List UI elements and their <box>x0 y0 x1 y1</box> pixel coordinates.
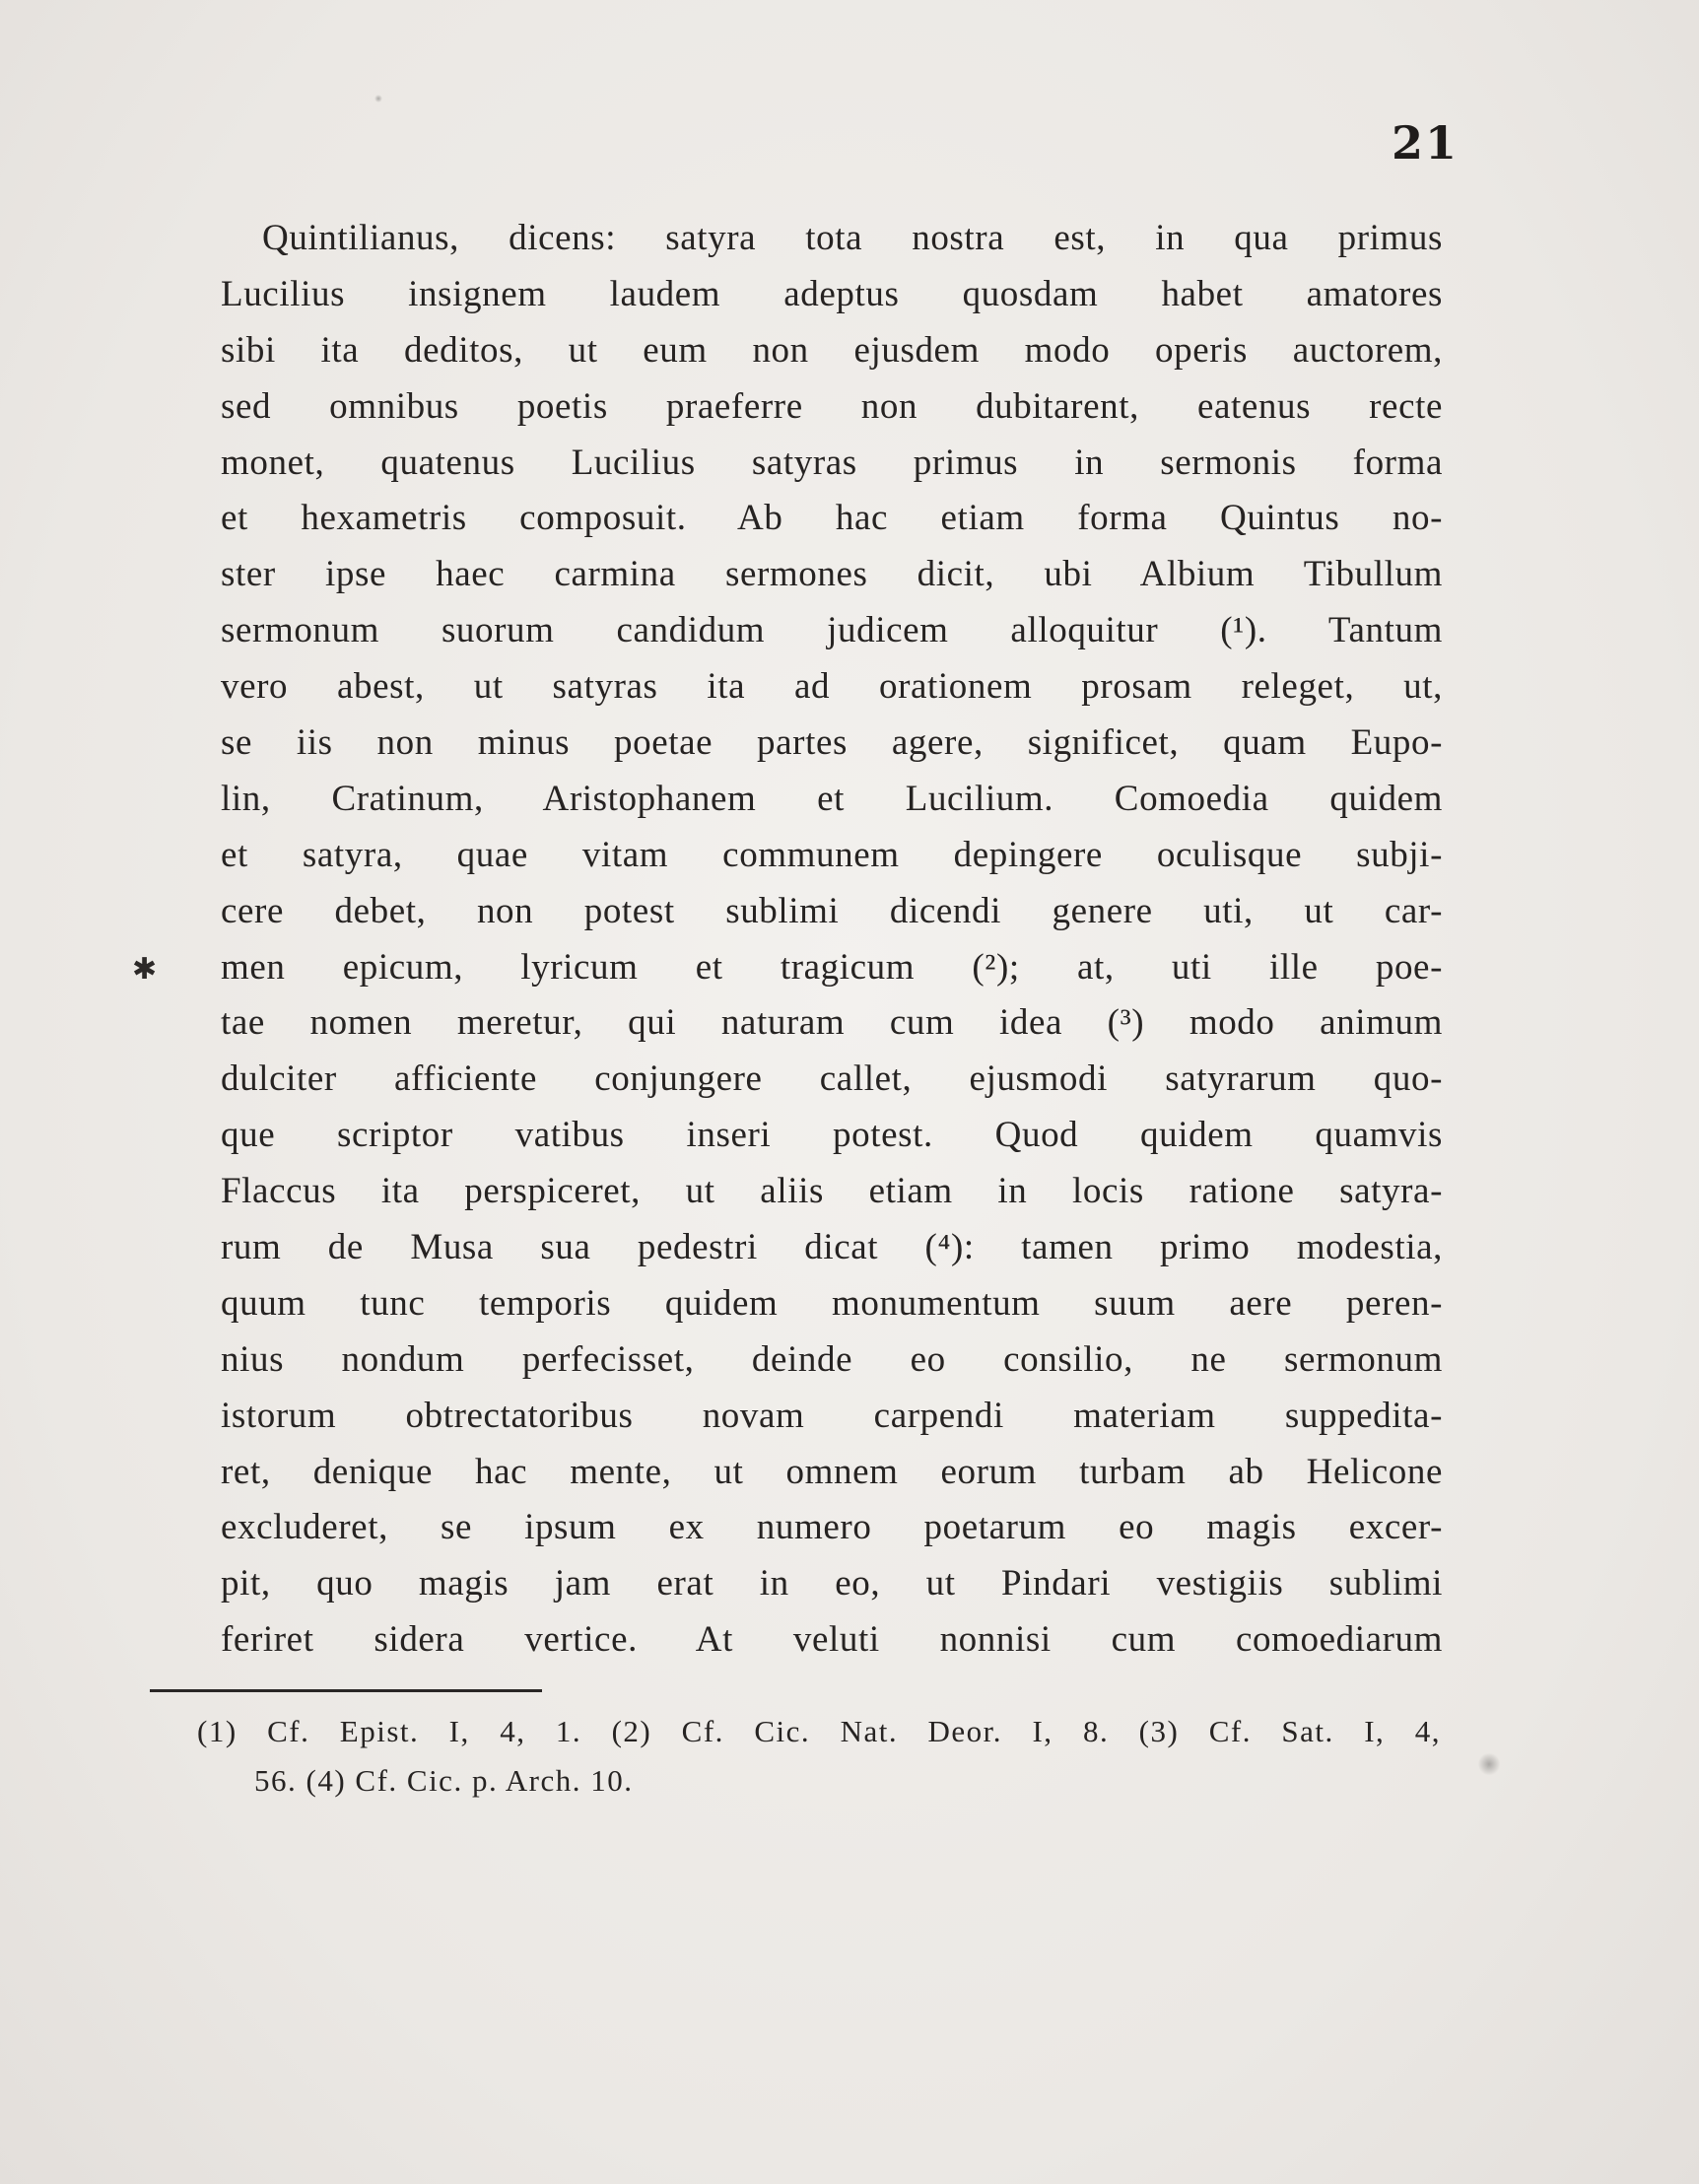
text-line: men epicum, lyricum et tragicum (²); at, uti ille poe- <box>221 946 1443 988</box>
text-line: que scriptor vatibus inseri potest. Quod quidem quamvis <box>221 1115 1443 1156</box>
text-line: ret, denique hac mente, ut omnem eorum turbam ab Helicone <box>221 1451 1443 1492</box>
text-line: lin, Cratinum, Aristophanem et Lucilium. Comoedia quidem <box>221 778 1443 819</box>
text-line: monet, quatenus Lucilius satyras primus in sermonis forma <box>221 442 1443 483</box>
text-line: sermonum suorum candidum judicem alloquitur (¹). Tantum <box>221 610 1443 651</box>
text-line: Quintilianus, dicens: satyra tota nostra est, in qua primus <box>262 218 1443 258</box>
text-line: et satyra, quae vitam communem depingere oculisque subji- <box>221 834 1443 875</box>
text-line: et hexametris composuit. Ab hac etiam forma Quintus no- <box>221 498 1443 539</box>
text-line: vero abest, ut satyras ita ad orationem prosam releget, ut, <box>221 666 1443 708</box>
text-line: excluderet, se ipsum ex numero poetarum eo magis excer- <box>221 1507 1443 1548</box>
body-text <box>221 211 1443 1669</box>
text-line: dulciter afficiente conjungere callet, ejusmodi satyrarum quo- <box>221 1058 1443 1100</box>
paper-speck <box>1478 1752 1500 1776</box>
footnote-line: (1) Cf. Epist. I, 4, 1. (2) Cf. Cic. Nat. Deor. I, 8. (3) Cf. Sat. I, 4, <box>197 1714 1441 1748</box>
text-line: rum de Musa sua pedestri dicat (⁴): tamen primo modestia, <box>221 1227 1443 1268</box>
text-line: quum tunc temporis quidem monumentum suum aere peren- <box>221 1282 1443 1324</box>
text-line: istorum obtrectatoribus novam carpendi materiam suppedita- <box>221 1395 1443 1436</box>
text-line: Flaccus ita perspiceret, ut aliis etiam in locis ratione satyra- <box>221 1171 1443 1212</box>
text-line: pit, quo magis jam erat in eo, ut Pindari vestigiis sublimi <box>221 1563 1443 1604</box>
text-line: Lucilius insignem laudem adeptus quosdam habet amatores <box>221 273 1443 314</box>
footnote-divider <box>150 1689 542 1692</box>
paper-speck <box>374 95 382 102</box>
text-line: ster ipse haec carmina sermones dicit, ubi Albium Tibullum <box>221 554 1443 595</box>
page-number: 21 <box>1391 116 1459 170</box>
footnotes <box>197 1707 1441 1806</box>
text-line: se iis non minus poetae partes agere, significet, quam Eupo- <box>221 722 1443 764</box>
margin-mark: ✱ <box>132 952 158 987</box>
text-line: tae nomen meretur, qui naturam cum idea (³) modo animum <box>221 1002 1443 1044</box>
text-line: nius nondum perfecisset, deinde eo consilio, ne sermonum <box>221 1338 1443 1380</box>
text-line: cere debet, non potest sublimi dicendi genere uti, ut car- <box>221 890 1443 931</box>
text-line: feriret sidera vertice. At veluti nonnisi cum comoediarum <box>221 1619 1443 1661</box>
text-line: sed omnibus poetis praeferre non dubitarent, eatenus recte <box>221 385 1443 427</box>
footnote-line: 56. (4) Cf. Cic. p. Arch. 10. <box>254 1763 634 1798</box>
text-line: sibi ita deditos, ut eum non ejusdem modo operis auctorem, <box>221 329 1443 371</box>
